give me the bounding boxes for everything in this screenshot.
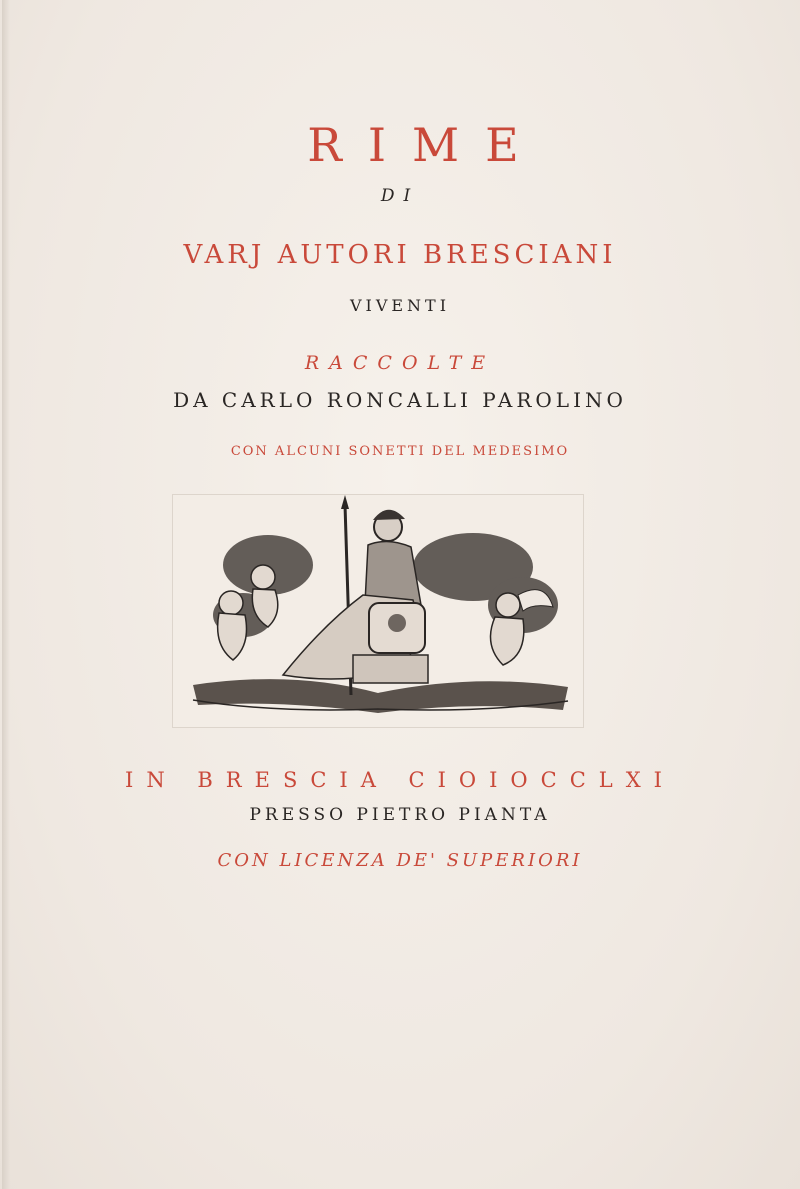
book-title: RIME	[307, 118, 545, 172]
authors-line: VARJ AUTORI BRESCIANI	[183, 240, 617, 270]
title-di: DI	[380, 186, 420, 206]
vignette-illustration	[173, 495, 583, 727]
engraved-vignette	[172, 494, 584, 728]
page-edge-shadow	[2, 0, 10, 1189]
viventi-line: VIVENTI	[349, 296, 451, 315]
editor-line: DA CARLO RONCALLI PAROLINO	[173, 388, 627, 412]
licenza-line: CON LICENZA DE' SUPERIORI	[217, 850, 583, 871]
raccolte-line: RACCOLTE	[304, 352, 496, 374]
place-date-line: IN BRESCIA CIOIOCCLXI	[125, 768, 675, 792]
printer-line: PRESSO PIETRO PIANTA	[249, 805, 551, 825]
sonetti-line: CON ALCUNI SONETTI DEL MEDESIMO	[230, 444, 570, 459]
